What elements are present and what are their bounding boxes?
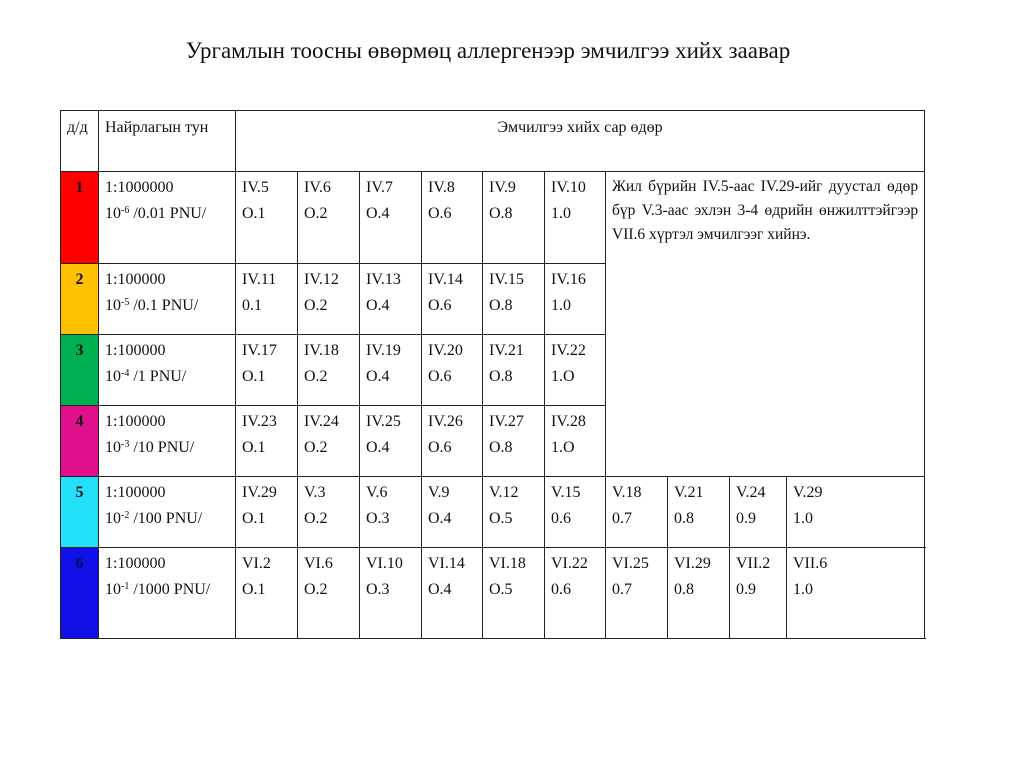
header-row (61, 111, 925, 172)
schedule-dose: O.2 (304, 297, 328, 314)
dilution-concentration (105, 364, 229, 390)
schedule-date: VI.2 (242, 555, 271, 572)
dilution-ratio: 1:100000 (105, 484, 166, 501)
row-number: 1 (61, 172, 99, 264)
page-title: Ургамлын тоосны өвөрмөц аллергенээр эмчилгээ хийх заавар (185, 38, 791, 63)
dilution-ratio: 1:100000 (105, 413, 166, 430)
schedule-date: IV.17 (242, 342, 277, 359)
schedule-cell (787, 477, 925, 548)
schedule-cell (298, 335, 360, 406)
schedule-date: IV.11 (242, 271, 277, 288)
schedule-dose: 0.6 (551, 581, 571, 598)
schedule-note: Жил бүрийн IV.5-аас IV.29-ийг дуустал өдөр бүр V.3-аас эхлэн 3-4 өдрийн өнжилттэйгээр VII.6 хүртэл эмчилгээг хийнэ. (606, 172, 925, 477)
dilution-ratio: 1:100000 (105, 555, 166, 572)
schedule-dose: O.5 (489, 581, 513, 598)
table-row (61, 548, 925, 639)
schedule-date: VI.29 (674, 555, 711, 572)
schedule-cell (606, 477, 668, 548)
schedule-cell (545, 548, 606, 639)
schedule-dose: O.2 (304, 368, 328, 385)
schedule-cell (787, 548, 925, 639)
schedule-dose: 1.0 (793, 581, 813, 598)
concentration-base: 10 (105, 510, 121, 527)
dilution-ratio: 1:100000 (105, 342, 166, 359)
schedule-dose: 0.9 (736, 581, 756, 598)
concentration-unit: /1 PNU/ (133, 368, 187, 385)
schedule-cell (545, 406, 606, 477)
schedule-date: VII.6 (793, 555, 828, 572)
schedule-dose: O.1 (242, 510, 266, 527)
schedule-cell (422, 406, 483, 477)
dilution-cell (99, 335, 236, 406)
schedule-dose: O.6 (428, 297, 452, 314)
schedule-date: V.9 (428, 484, 450, 501)
schedule-cell (298, 264, 360, 335)
schedule-cell (483, 172, 545, 264)
schedule-dose: O.2 (304, 510, 328, 527)
schedule-cell (668, 477, 730, 548)
schedule-date: IV.7 (366, 179, 393, 196)
schedule-dose: O.1 (242, 205, 266, 222)
schedule-cell (236, 172, 298, 264)
schedule-dose: O.4 (428, 510, 452, 527)
schedule-dose: O.4 (366, 205, 390, 222)
schedule-cell (422, 264, 483, 335)
concentration-exponent: -1 (121, 581, 130, 592)
schedule-dose: O.6 (428, 368, 452, 385)
schedule-date: IV.15 (489, 271, 524, 288)
schedule-cell (483, 477, 545, 548)
row-number: 4 (61, 406, 99, 477)
schedule-dose: 1.0 (551, 205, 571, 222)
schedule-cell (236, 335, 298, 406)
schedule-cell (298, 477, 360, 548)
concentration-unit: /10 PNU/ (133, 439, 195, 456)
schedule-cell (236, 477, 298, 548)
dilution-cell (99, 264, 236, 335)
concentration-base: 10 (105, 297, 121, 314)
schedule-date: IV.26 (428, 413, 463, 430)
schedule-dose: O.1 (242, 581, 266, 598)
schedule-dose: 1.O (551, 368, 575, 385)
schedule-cell (730, 548, 787, 639)
header-num: д/д (61, 111, 99, 172)
schedule-date: IV.14 (428, 271, 463, 288)
concentration-exponent: -5 (121, 297, 130, 308)
schedule-date: IV.22 (551, 342, 586, 359)
schedule-cell (606, 548, 668, 639)
schedule-date: IV.10 (551, 179, 586, 196)
schedule-dose: O.3 (366, 581, 390, 598)
schedule-dose: O.6 (428, 205, 452, 222)
schedule-cell (236, 406, 298, 477)
dilution-cell (99, 548, 236, 639)
concentration-unit: /0.01 PNU/ (133, 205, 207, 222)
schedule-date: V.6 (366, 484, 388, 501)
header-dilution: Найрлагын тун (99, 111, 236, 172)
schedule-cell (360, 406, 422, 477)
schedule-cell (422, 548, 483, 639)
schedule-cell (668, 548, 730, 639)
schedule-dose: 1.0 (793, 510, 813, 527)
schedule-date: V.29 (793, 484, 823, 501)
dilution-ratio: 1:1000000 (105, 179, 174, 196)
schedule-date: IV.5 (242, 179, 269, 196)
schedule-dose: 1.0 (551, 297, 571, 314)
schedule-cell (545, 477, 606, 548)
schedule-date: V.18 (612, 484, 642, 501)
dilution-concentration (105, 577, 229, 603)
schedule-date: VI.18 (489, 555, 526, 572)
schedule-dose: O.6 (428, 439, 452, 456)
schedule-dose: O.8 (489, 368, 513, 385)
schedule-dose: O.4 (366, 297, 390, 314)
schedule-date: IV.8 (428, 179, 455, 196)
schedule-dose: 0.7 (612, 581, 632, 598)
schedule-date: VI.14 (428, 555, 465, 572)
schedule-date: IV.23 (242, 413, 277, 430)
schedule-date: IV.24 (304, 413, 339, 430)
schedule-cell (422, 477, 483, 548)
schedule-cell (360, 335, 422, 406)
schedule-dose: O.5 (489, 510, 513, 527)
table-row (61, 477, 925, 548)
schedule-dose: O.4 (428, 581, 452, 598)
schedule-date: IV.19 (366, 342, 401, 359)
schedule-cell (236, 264, 298, 335)
dilution-cell (99, 406, 236, 477)
schedule-cell (360, 548, 422, 639)
schedule-dose: 0.8 (674, 581, 694, 598)
schedule-dose: O.1 (242, 439, 266, 456)
concentration-unit: /1000 PNU/ (133, 581, 211, 598)
row-number: 3 (61, 335, 99, 406)
schedule-date: IV.28 (551, 413, 586, 430)
schedule-date: IV.9 (489, 179, 516, 196)
schedule-cell (360, 477, 422, 548)
schedule-cell (483, 548, 545, 639)
schedule-cell (483, 264, 545, 335)
schedule-date: IV.6 (304, 179, 331, 196)
schedule-date: V.21 (674, 484, 704, 501)
concentration-base: 10 (105, 205, 121, 222)
dilution-cell (99, 477, 236, 548)
schedule-cell (483, 406, 545, 477)
schedule-cell (545, 335, 606, 406)
schedule-date: IV.29 (242, 484, 277, 501)
concentration-exponent: -2 (121, 510, 130, 521)
row-number: 5 (61, 477, 99, 548)
concentration-exponent: -6 (121, 205, 130, 216)
row-number: 6 (61, 548, 99, 639)
schedule-dose: 0.7 (612, 510, 632, 527)
schedule-cell (298, 172, 360, 264)
concentration-unit: /0.1 PNU/ (133, 297, 199, 314)
schedule-dose: O.2 (304, 439, 328, 456)
schedule-date: IV.12 (304, 271, 339, 288)
schedule-date: V.15 (551, 484, 581, 501)
schedule-date: VII.2 (736, 555, 771, 572)
dilution-cell (99, 172, 236, 264)
schedule-cell (236, 548, 298, 639)
schedule-cell (422, 335, 483, 406)
schedule-date: IV.18 (304, 342, 339, 359)
schedule-date: IV.20 (428, 342, 463, 359)
schedule-date: IV.27 (489, 413, 524, 430)
concentration-base: 10 (105, 581, 121, 598)
schedule-cell (545, 264, 606, 335)
schedule-cell (483, 335, 545, 406)
schedule-dose: O.1 (242, 368, 266, 385)
schedule-date: IV.21 (489, 342, 524, 359)
schedule-dose: 0.9 (736, 510, 756, 527)
schedule-dose: O.8 (489, 205, 513, 222)
schedule-date: VI.6 (304, 555, 333, 572)
header-schedule: Эмчилгээ хийх сар өдөр (236, 111, 925, 172)
schedule-cell (422, 172, 483, 264)
schedule-dose: O.2 (304, 205, 328, 222)
dilution-concentration (105, 201, 229, 227)
schedule-dose: O.8 (489, 439, 513, 456)
schedule-cell (545, 172, 606, 264)
table-row (61, 172, 925, 264)
dilution-concentration (105, 506, 229, 532)
dilution-concentration (105, 435, 229, 461)
concentration-base: 10 (105, 439, 121, 456)
schedule-cell (360, 172, 422, 264)
concentration-unit: /100 PNU/ (133, 510, 203, 527)
schedule-dose: O.4 (366, 368, 390, 385)
schedule-dose: 1.O (551, 439, 575, 456)
schedule-cell (298, 406, 360, 477)
dilution-concentration (105, 293, 229, 319)
schedule-date: V.24 (736, 484, 766, 501)
row-number: 2 (61, 264, 99, 335)
treatment-schedule-table (60, 110, 925, 639)
schedule-cell (730, 477, 787, 548)
schedule-dose: 0.6 (551, 510, 571, 527)
concentration-exponent: -4 (121, 368, 130, 379)
concentration-base: 10 (105, 368, 121, 385)
schedule-date: IV.13 (366, 271, 401, 288)
schedule-dose: 0.1 (242, 297, 262, 314)
schedule-dose: 0.8 (674, 510, 694, 527)
schedule-date: VI.22 (551, 555, 588, 572)
schedule-date: IV.25 (366, 413, 401, 430)
schedule-dose: O.2 (304, 581, 328, 598)
schedule-date: IV.16 (551, 271, 586, 288)
concentration-exponent: -3 (121, 439, 130, 450)
schedule-cell (360, 264, 422, 335)
schedule-date: V.12 (489, 484, 519, 501)
schedule-date: VI.25 (612, 555, 649, 572)
schedule-dose: O.3 (366, 510, 390, 527)
schedule-dose: O.4 (366, 439, 390, 456)
schedule-date: VI.10 (366, 555, 403, 572)
dilution-ratio: 1:100000 (105, 271, 166, 288)
schedule-date: V.3 (304, 484, 326, 501)
schedule-cell (298, 548, 360, 639)
schedule-dose: O.8 (489, 297, 513, 314)
